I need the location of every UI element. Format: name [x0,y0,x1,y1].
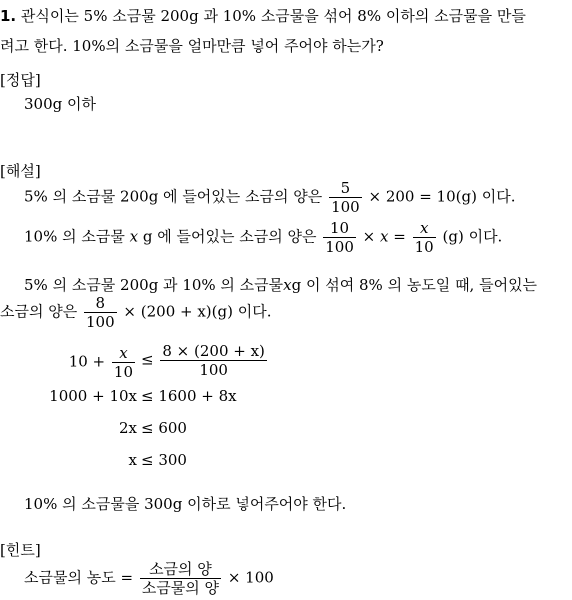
derivation-row-3-lhs: 2x [118,419,137,437]
s2-equals: = [393,227,406,246]
s3-variable: x [283,276,292,294]
hint-formula [24,560,274,597]
explanation-sentence-3-line-2 [0,294,271,331]
derivation-row-2-lhs: 1000 + 10x [49,387,137,405]
hint-lhs: 소금물의 농도 = [24,568,134,587]
s3-line2-pre: 소금의 양은 [0,302,78,321]
explanation-sentence-2: 10% 의 소금물 x g 에 들어있는 소금의 양은 $\frac{10}{100}$ × x = $\frac{x}{10}$ (g) 이다. [24,219,503,256]
problem-text-1: 관식이는 5% 소금물 200g 과 10% 소금물을 섞어 8% 이하의 소금물을 만들 [20,7,526,25]
fraction-5-over-100 [329,179,362,216]
fraction-x-over-10 [112,344,135,381]
conclusion: 10% 의 소금물을 300g 이하로 넣어주어야 한다. [24,495,347,513]
s1-pre: 5% 의 소금물 200g 에 들어있는 소금의 양은 [24,187,323,206]
problem-number: 1. [0,7,17,25]
fraction-8-times-over-100 [160,342,267,379]
derivation-row-1-lhs [0,344,137,381]
fraction-numerator: 8 [95,294,106,312]
fraction-10-over-100 [323,219,356,256]
r1-lhs-text: 10 + [68,352,106,371]
s1-post: × 200 = 10(g) 이다. [368,187,516,206]
explanation-heading: [해설] [0,162,41,180]
explanation-sentence-3-line-1 [24,275,537,295]
s3-line1-pre: 5% 의 소금물 200g 과 10% 의 소금물 [24,276,284,294]
derivation-row-4-lhs: x [128,451,137,469]
fraction-x-over-10 [413,219,436,256]
fraction-salt-over-saltwater [140,560,221,597]
hint-post: × 100 [227,568,274,587]
answer-value: 300g 이하 [24,95,96,113]
r1-relation: ≤ [141,350,154,369]
s3-line2-post: × (200 + x)(g) 이다. [123,302,272,321]
fraction-denominator: 10 [113,363,133,381]
fraction-numerator: x [119,344,128,362]
derivation-row-1-rhs [141,342,269,379]
fraction-denominator: 10 [414,238,434,256]
s2-variable: x [129,227,139,246]
derivation-row-2-rhs: ≤ 1600 + 8x [141,387,237,405]
fraction-numerator: 10 [330,219,350,237]
fraction-denominator: 100 [160,360,267,379]
fraction-numerator: x [419,219,429,237]
s2-post: (g) 이다. [442,227,503,246]
fraction-denominator: 100 [86,313,115,331]
fraction-numerator: 5 [340,179,351,197]
fraction-numerator: 소금의 양 [149,560,212,578]
hint-heading: [힌트] [0,541,41,559]
answer-heading: [정답] [0,71,41,89]
fraction-numerator: 8 × (200 + x) [162,342,265,360]
fraction-denominator: 100 [331,198,360,216]
s2-times: × [362,227,376,246]
derivation-row-4-rhs: ≤ 300 [141,451,187,469]
problem-line-1 [0,6,526,26]
derivation-row-3-rhs: ≤ 600 [141,419,187,437]
s2-pre: 10% 의 소금물 [24,227,125,246]
fraction-denominator: 소금물의 양 [141,579,220,597]
fraction-denominator: 100 [325,238,354,256]
s3-line1-post: g 이 섞여 8% 의 농도일 때, 들어있는 [291,276,538,294]
fraction-8-over-100 [84,294,117,331]
problem-text-2: 려고 한다. 10%의 소금물을 얼마만큼 넣어 주어야 하는가? [0,37,384,55]
explanation-sentence-1 [24,179,515,216]
s2-mid: g 에 들어있는 소금의 양은 [142,227,317,246]
problem-line-2 [0,36,384,56]
